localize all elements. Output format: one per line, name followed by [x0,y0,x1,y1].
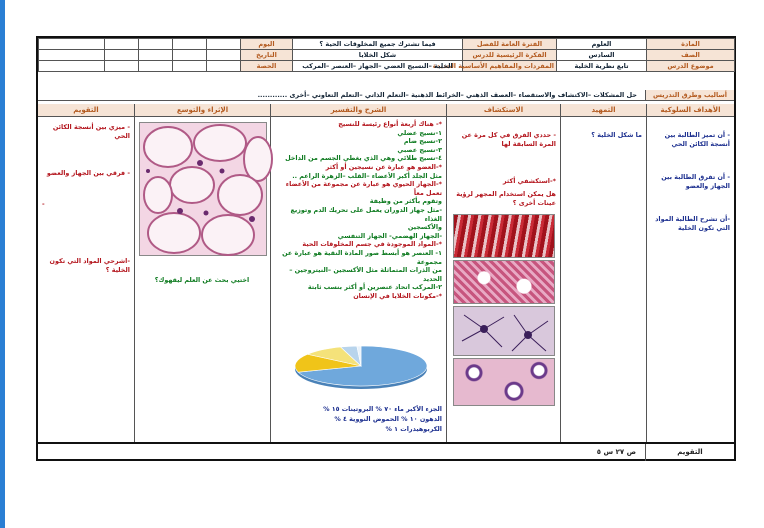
label-date: التاريخ [241,50,293,61]
enrich-caption: اختيي بحث عن العلم ليقهوك؟ [154,276,250,284]
explain-line-10: -مثل جهاز الدوران يعمل على تحريك الدم وتوزيع الغذاء [290,205,442,223]
day-cell-1 [207,39,241,50]
header-row-2 [39,50,735,61]
lesson-plan-sheet [36,36,736,461]
teaching-methods-row [38,90,734,101]
period-cell-5 [39,61,105,72]
period-cell-2 [173,61,207,72]
col-enrich [134,104,270,442]
explore-text-3: هل يمكن استخدام المجهر لرؤية عينات أخرى ؟ [456,190,556,207]
epithelial-tissue-image [453,358,555,406]
value-teaching-methods: حل المشكلات –الاكتشاف والاستقصاء –العصف الذهني –الخرائط الذهنية –التعلم الذاتي –التعلم التعاوني –أخرى ............ [257,91,637,99]
value-main-idea: شكل الخلايا [293,50,463,61]
cell-composition-pie-chart [291,344,431,390]
date-cell-2 [173,50,207,61]
left-accent-bar [0,0,5,528]
date-cell-1 [207,50,241,61]
explore-text-2: *-استكشفي أكثر [502,177,556,185]
col-explore [446,104,560,442]
pie-legend-line-3: الكربوهيدرات ١ % [385,425,442,433]
intro-question: ما شكل الخلية ؟ [591,131,642,139]
explain-line-1: *- هناك أربعة أنواع رئيسة للنسيج [338,120,442,128]
nerve-cells-drawing [454,307,554,355]
explain-line-14: ١- العنصر هو أبسط صور المادة النقية هو عبارة عن مجموعة [282,248,442,266]
adipose-cells-drawing [140,123,266,255]
objective-1: - أن تميز الطالبة بين أنسجة الكائن الحي [664,131,730,148]
day-cell-4 [105,39,139,50]
period-cell-1 [207,61,241,72]
pie-legend-line-1: الجزء الأكبر ماء ٧٠ % البروتينات ١٥ % [323,405,442,413]
label-main-idea: الفكرة الرئيسية للدرس [463,50,557,61]
value-subject: العلوم [557,39,647,50]
head-objectives: الأهداف السلوكية [647,104,734,117]
lesson-grid [38,104,734,442]
head-enrich: الإثراء والتوسع [135,104,270,117]
label-grade: الصف [647,50,735,61]
col-explain [270,104,446,442]
explain-line-5: ٤-نسيج طلائي وهي الذي يغطي الجسم من الداخل [285,154,442,163]
explain-line-7: مثل الجلد أكبر الأعضاء –القلب –الزهرة الراعم .. [292,171,442,180]
objective-3: -أن تشرح الطالبة المواد التي تكون الخلية [655,215,730,232]
connective-tissue-image [453,260,555,304]
date-cell-5 [39,50,105,61]
nerve-tissue-image [453,306,555,356]
label-day: اليوم [241,39,293,50]
assess-4: -اشرحي المواد التي تكون الخلية ؟ [49,257,130,274]
explain-line-9: وتقوم بأكثر من وظيفة [369,197,442,206]
objective-2: - أن تفرق الطالبة بين الجهاز والعضو [661,173,730,190]
day-cell-5 [39,39,105,50]
adipose-tissue-image [139,122,267,256]
footer-value: ص ٢٧ س ٥ [596,448,636,456]
value-unit-idea: فيما تشترك جميع المخلوقات الحية ؟ [293,39,463,50]
pie-legend-line-2: الدهون ١٠ % الحموض النووية ٤ % [334,415,442,423]
header-table [38,38,735,72]
explore-text-1: - حددي الفرق في كل مرة عن المرة السابقة لها [461,131,556,148]
assess-2: - فرقي بين الجهاز والعضو [46,169,130,177]
explain-body [271,117,446,304]
explain-line-13: *-المواد الموجودة في جسم المخلوقات الحية [302,240,442,249]
day-cell-2 [173,39,207,50]
explain-line-4: ٣-نسيج عصبي [397,145,442,154]
label-vocabulary: المفردات والمفاهيم الأساسية الجديدة [463,61,557,72]
footer-label: التقويم [645,444,734,461]
explain-line-6: *-العضو هو عبارة عن نسيجين أو أكثر [325,162,442,171]
assess-3: - [42,200,45,208]
label-teaching-methods: أساليب وطرق التدريس [645,90,734,100]
explain-line-17: *-مكونات الخلايا في الإنسان [353,291,442,300]
header-row-3 [39,61,735,72]
period-cell-3 [139,61,173,72]
footer-row [38,442,734,461]
label-topic: موضوع الدرس [647,61,735,72]
period-cell-4 [105,61,139,72]
explain-line-2: ١-نسيج عضلي [397,128,442,137]
explain-line-3: ٢-نسيج ضام [403,137,442,146]
muscle-tissue-image [453,214,555,258]
header-row-1 [39,39,735,50]
date-cell-4 [105,50,139,61]
explain-line-8: *-الجهاز الحيوي هو عبارة عن مجموعة من الأعضاء تعمل معاً [285,180,442,197]
explain-line-15: من الذرات المتماثلة مثل الأكسجين –النيتروجين –الحديد [289,266,442,283]
col-intro [560,104,646,442]
date-cell-3 [139,50,173,61]
value-grade: السادس [557,50,647,61]
head-intro: التمهيد [561,104,646,117]
head-explain: الشرح والتفسير [271,104,446,117]
explain-line-11: والأكسجين [407,223,442,232]
assess-1: - ميزي بين أنسجة الكائن الحي [52,123,130,140]
head-assess: التقويم [38,104,134,117]
label-unit-idea: الفترة العامة للفصل [463,39,557,50]
value-topic: تابع نظرية الخلية [557,61,647,72]
head-explore: الاستكشاف [447,104,560,117]
col-assess [38,104,134,442]
explain-line-12: -الجهاز الهضمي- الجهاز التنفسي [337,231,442,240]
col-objectives [646,104,734,442]
value-vocabulary: الخلية –النسيج العضي –الجهاز –العنصر –المركب [293,61,463,72]
day-cell-3 [139,39,173,50]
label-period: الحصة [241,61,293,72]
explain-line-16: ٢-المركب اتحاد عنصرين أو أكثر بنسب ثابتة [307,283,442,292]
pie-legend [270,400,446,438]
label-subject: المادة [647,39,735,50]
